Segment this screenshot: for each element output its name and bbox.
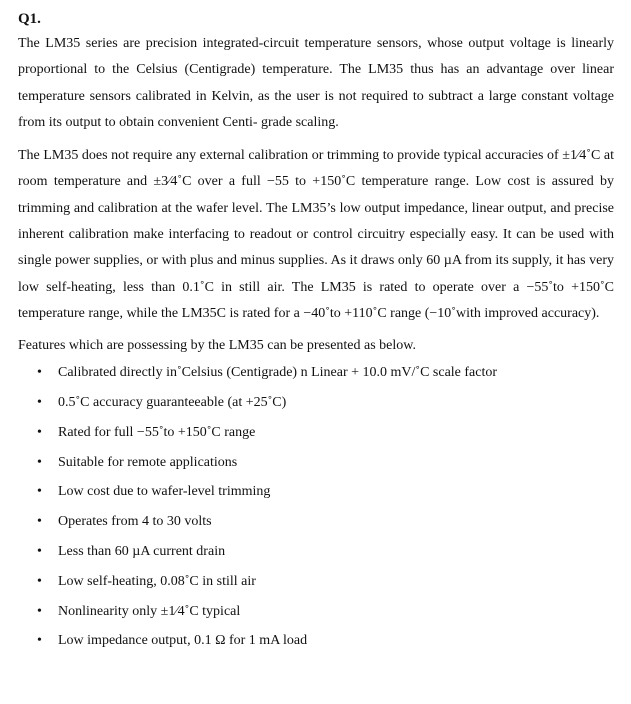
accuracy-paragraph: The LM35 does not require any external calibration or trimming to provide typical accuracies of ±1⁄4˚C at room temperature and ±3⁄4˚C over a full −55 to +150˚C temperature range. Low cost is assured by trimming and calibration at the wafer level. The LM35’s low output impedance, linear output, and precise inherent calibration make interfacing to readout or control circuitry especially easy. It can be used with single power supplies, or with plus and minus supplies. As it draws only 60 µA from its supply, it has very low self-heating, less than 0.1˚C in still air. The LM35 is rated to operate over a −55˚to +150˚C temperature range, while the LM35C is rated for a −40˚to +110˚C range (−10˚with improved accuracy). [18, 148, 614, 321]
feature-item [18, 358, 614, 388]
document-page [18, 10, 614, 656]
feature-text: Calibrated directly in˚Celsius (Centigrade) n Linear + 10.0 mV/˚C scale factor [58, 365, 498, 381]
bullet-icon: • [37, 454, 42, 470]
features-list [18, 358, 614, 656]
bullet-icon: • [37, 633, 42, 649]
bullet-icon: • [37, 573, 42, 589]
bullet-icon: • [37, 514, 42, 530]
feature-text: Nonlinearity only ±1⁄4˚C typical [58, 603, 241, 619]
bullet-icon: • [37, 544, 42, 560]
bullet-icon: • [37, 395, 42, 411]
bullet-icon: • [37, 365, 42, 381]
feature-item [18, 448, 614, 478]
feature-item [18, 567, 614, 597]
feature-item [18, 626, 614, 656]
question-heading: Q1. [18, 11, 41, 27]
features-intro: Features which are possessing by the LM35 can be presented as below. [18, 338, 416, 354]
feature-item [18, 597, 614, 627]
feature-text: Operates from 4 to 30 volts [58, 514, 212, 530]
intro-paragraph: The LM35 series are precision integrated-circuit temperature sensors, whose output voltage is linearly proportional to the Celsius (Centigrade) temperature. The LM35 thus has an advantage over linear temperature sensors calibrated in Kelvin, as the user is not required to subtract a large constant voltage from its output to obtain convenient Centi- grade scaling. [18, 36, 614, 130]
feature-text: Suitable for remote applications [58, 454, 238, 470]
feature-text: 0.5˚C accuracy guaranteeable (at +25˚C) [58, 395, 287, 411]
feature-text: Low cost due to wafer-level trimming [58, 484, 271, 500]
feature-item [18, 388, 614, 418]
feature-item [18, 477, 614, 507]
feature-text: Rated for full −55˚to +150˚C range [58, 424, 256, 440]
feature-text: Low impedance output, 0.1 Ω for 1 mA load [58, 633, 308, 649]
feature-item [18, 418, 614, 448]
feature-text: Less than 60 µA current drain [58, 544, 226, 560]
feature-text: Low self-heating, 0.08˚C in still air [58, 573, 256, 589]
feature-item [18, 537, 614, 567]
bullet-icon: • [37, 484, 42, 500]
feature-item [18, 507, 614, 537]
bullet-icon: • [37, 424, 42, 440]
bullet-icon: • [37, 603, 42, 619]
